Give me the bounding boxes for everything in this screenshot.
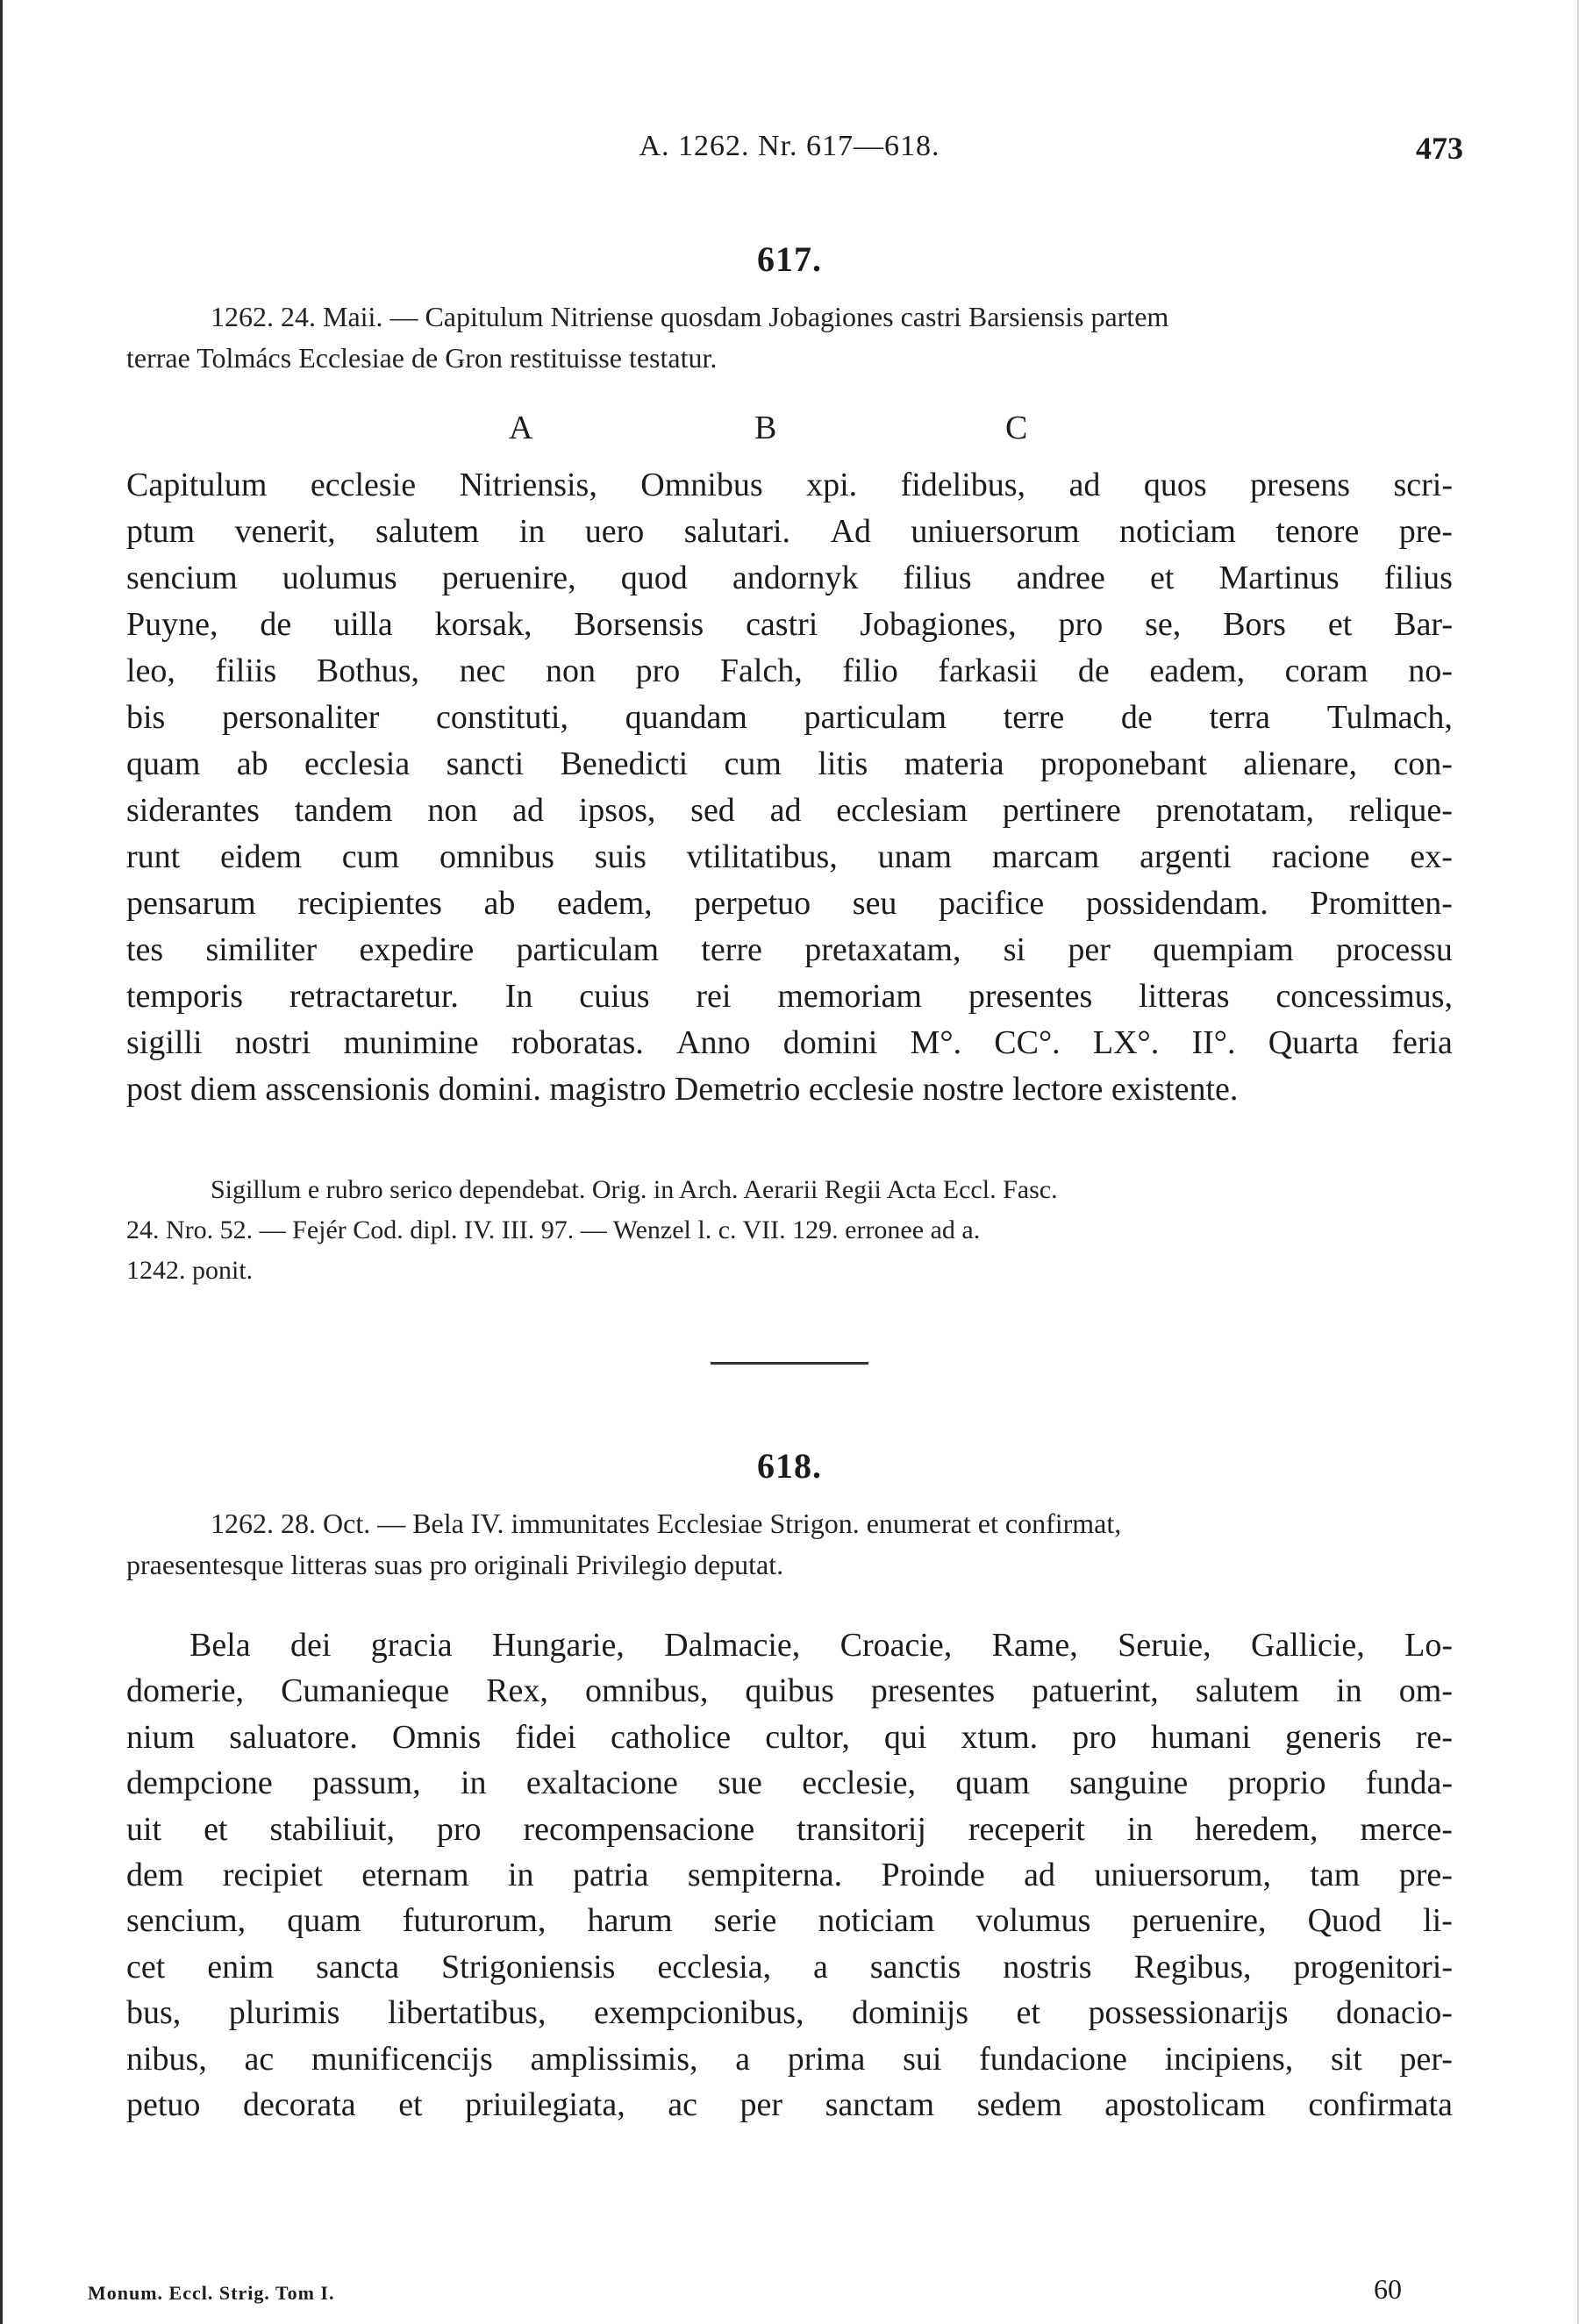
regest-line: 1262. 24. Maii. — Capitulum Nitriense quosdam Jobagiones castri Barsiensis partem: [211, 301, 1169, 332]
text-line: sigilli nostri munimine roboratas. Anno domini M°. CC°. LX°. II°. Quarta feria: [126, 1024, 1453, 1061]
text-line: bus, plurimis libertatibus, exempcionibus, dominijs et possessionarijs donacio-: [126, 1994, 1453, 2032]
text-line: siderantes tandem non ad ipsos, sed ad ecclesiam pertinere prenotatam, relique-: [126, 792, 1453, 829]
text-line: quam ab ecclesia sancti Benedicti cum litis materia proponebant alienare, con-: [126, 745, 1453, 782]
text-line: temporis retractaretur. In cuius rei memoriam presentes litteras concessimus,: [126, 978, 1453, 1015]
text-line: Bela dei gracia Hungarie, Dalmacie, Croacie, Rame, Seruie, Gallicie, Lo-: [189, 1627, 1453, 1664]
signature-mark: Monum. Eccl. Strig. Tom I.: [88, 2282, 335, 2304]
text-line: leo, filiis Bothus, nec non pro Falch, filio farkasii de eadem, coram no-: [126, 652, 1453, 689]
regest-617: [126, 296, 1453, 379]
manuscript-sigla: [0, 409, 1579, 453]
editorial-note-617: [126, 1170, 1453, 1291]
text-line: pensarum recipientes ab eadem, perpetuo seu pacifice possidendam. Promitten-: [126, 885, 1453, 922]
note-line: 24. Nro. 52. — Fejér Cod. dipl. IV. III. 97. — Wenzel l. c. VII. 129. erronee ad a.: [126, 1215, 981, 1244]
text-line: nium saluatore. Omnis fidei catholice cultor, qui xtum. pro humani generis re-: [126, 1718, 1453, 1756]
text-line: dempcione passum, in exaltacione sue ecclesie, quam sanguine proprio funda-: [126, 1764, 1453, 1802]
document-number-618: 618.: [757, 1446, 822, 1486]
text-line: domerie, Cumanieque Rex, omnibus, quibus presentes patuerint, salutem in om-: [126, 1672, 1453, 1710]
regest-618: [126, 1503, 1453, 1586]
siglum-b: B: [754, 410, 777, 446]
text-line: dem recipiet eternam in patria sempiterna. Proinde ad uniuersorum, tam pre-: [126, 1856, 1453, 1893]
regest-line: 1262. 28. Oct. — Bela IV. immunitates Ecclesiae Strigon. enumerat et confirmat,: [211, 1508, 1122, 1539]
siglum-c: C: [1005, 410, 1028, 446]
charter-text-617: [126, 462, 1453, 1113]
text-line: Capitulum ecclesie Nitriensis, Omnibus xpi. fidelibus, ad quos presens scri-: [126, 467, 1453, 503]
scan-edge-left: [0, 0, 3, 2324]
text-line: petuo decorata et priuilegiata, ac per sanctam sedem apostolicam confirmata: [126, 2085, 1453, 2123]
text-line: tes similiter expedire particulam terre pretaxatam, si per quempiam processu: [126, 931, 1453, 968]
text-line: post diem asscensionis domini. magistro Demetrio ecclesie nostre lectore existente.: [126, 1071, 1239, 1108]
text-line: ptum venerit, salutem in uero salutari. Ad uniuersorum noticiam tenore pre-: [126, 513, 1453, 550]
regest-line: praesentesque litteras suas pro originali Privilegio deputat.: [126, 1549, 784, 1580]
text-line: nibus, ac munificencijs amplissimis, a prima sui fundacione incipiens, sit per-: [126, 2040, 1453, 2078]
charter-text-618: [126, 1622, 1453, 2128]
note-line: Sigillum e rubro serico dependebat. Orig. in Arch. Aerarii Regii Acta Eccl. Fasc.: [211, 1175, 1058, 1204]
text-line: Puyne, de uilla korsak, Borsensis castri Jobagiones, pro se, Bors et Bar-: [126, 606, 1453, 643]
running-head: [0, 130, 1579, 174]
text-line: sencium uolumus peruenire, quod andornyk filius andree et Martinus filius: [126, 560, 1453, 596]
text-line: bis personaliter constituti, quandam particulam terre de terra Tulmach,: [126, 699, 1453, 736]
text-line: sencium, quam futurorum, harum serie noticiam volumus peruenire, Quod li-: [126, 1902, 1453, 1940]
section-separator: [711, 1362, 868, 1365]
sheet-number: 60: [1374, 2273, 1402, 2305]
siglum-a: A: [509, 410, 533, 446]
page-number: 473: [1416, 131, 1463, 166]
regest-line: terrae Tolmács Ecclesiae de Gron restituisse testatur.: [126, 342, 718, 374]
text-line: uit et stabiliuit, pro recompensacione transitorij receperit in heredem, merce-: [126, 1810, 1453, 1848]
running-head-title: A. 1262. Nr. 617—618.: [639, 130, 940, 162]
note-line: 1242. ponit.: [126, 1256, 254, 1285]
document-number-617: 617.: [757, 239, 822, 279]
text-line: cet enim sancta Strigoniensis ecclesia, a sanctis nostris Regibus, progenitori-: [126, 1948, 1453, 1985]
text-line: runt eidem cum omnibus suis vtilitatibus, unam marcam argenti racione ex-: [126, 838, 1453, 875]
